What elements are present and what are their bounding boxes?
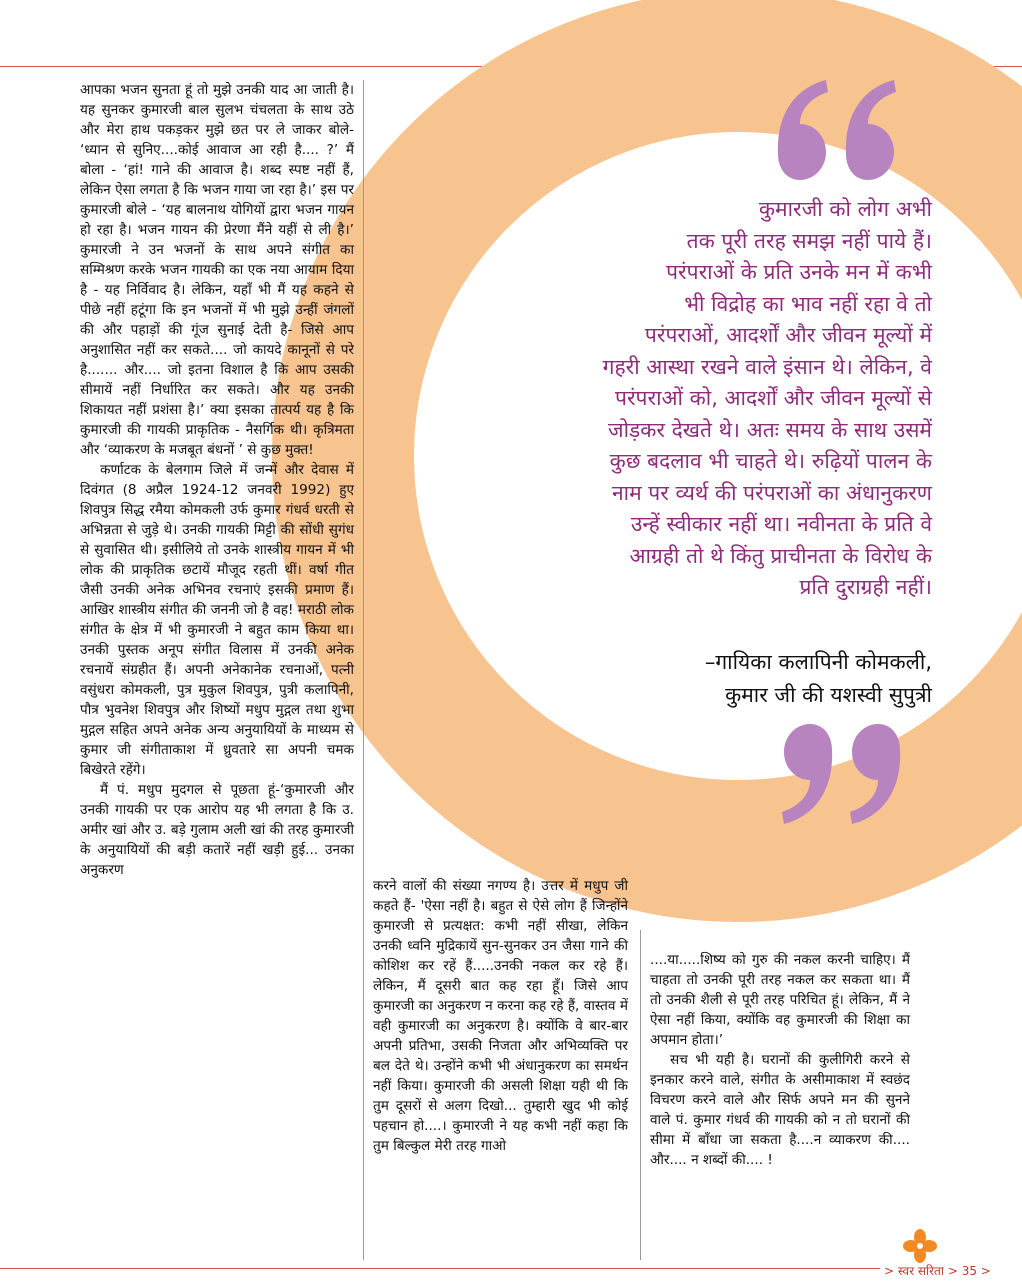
pull-quote-line: नाम पर व्यर्थ की परंपराओं का अंधानुकरण bbox=[611, 480, 932, 505]
flower-ornament-icon bbox=[902, 1228, 938, 1264]
pull-quote-line: गहरी आस्था रखने वाले इंसान थे। लेकिन, वे bbox=[602, 354, 932, 379]
pull-quote-line: तक पूरी तरह समझ नहीं पाये हैं। bbox=[686, 228, 932, 253]
pull-quote-line: आग्रही तो थे किंतु प्राचीनता के विरोध के bbox=[629, 543, 932, 568]
close-quote-icon bbox=[776, 720, 916, 830]
bottom-rule bbox=[0, 1268, 880, 1269]
pull-quote-line: कुछ बदलाव भी चाहते थे। रुढ़ियों पालन के bbox=[609, 449, 932, 473]
pull-quote-line: जोड़कर देखते थे। अतः समय के साथ उसमें bbox=[607, 417, 932, 442]
pull-quote bbox=[470, 194, 932, 604]
article-column-2 bbox=[373, 876, 628, 1156]
attribution-line: –गायिका कलापिनी कोमकली, bbox=[704, 650, 932, 674]
paragraph: कर्णाटक के बेलगाम जिले में जन्में और देवास में दिवंगत (8 अप्रैल 1924-12 जनवरी 1992) हुए शिवपुत्र सिद्ध रमैया कोमकली उर्फ कुमार गंधर्व धरती से अभिन्नता से जुड़े थे। उनकी गायकी मिट्टी की सोंधी सुगंध से सुवासित थी। इसीलिये तो उनके शास्त्रीय गायन में भी लोक की प्राकृतिक छटायें मौजूद रहती थीं। वर्षा गीत जैसी उनकी अनेक अभिनव रचनाएं इसकी प्रमाण हैं। आखिर शास्त्रीय संगीत की जननी जो है वह! मराठी लोक संगीत के क्षेत्र में भी कुमारजी ने बहुत काम किया था। उनकी पुस्तक अनूप संगीत विलास में उनकी अनेक रचनायें संग्रहीत हैं। अपनी अनेकानेक रचनाओं, पत्नी वसुंधरा कोमकली, पुत्र मुकुल शिवपुत्र, पुत्री कलापिनी, पौत्र भुवनेश शिवपुत्र और शिष्यों मधुप मुद्गल तथा शुभा मुद्गल सहित अपने अनेक अन्य अनुयायियों के माध्यम से कुमार जी संगीताकाश में ध्रुवतारे सा अपनी चमक बिखेरते रहेंगे। bbox=[80, 462, 354, 778]
paragraph: मैं पं. मधुप मुदगल से पूछता हूं-‘कुमारजी और उनकी गायकी पर एक आरोप यह भी लगता है कि उ. अमीर खां और उ. बड़े गुलाम अली खां की तरह कुमारजी के अनुयायियों की बड़ी कतारें नहीं खड़ी हुई... उनका अनुकरण bbox=[80, 782, 354, 878]
column-divider-right bbox=[640, 930, 641, 1260]
paragraph: सच भी यही है। घरानों की कुलीगिरी करने से इनकार करने वाले, संगीत के असीमाकाश में स्वछंद विचरण करने वाले और सिर्फ अपने मन की सुनने वाले पं. कुमार गंधर्व की गायकी को न तो घरानों की सीमा में बाँधा जा सकता है....न व्याकरण की.... और.... न शब्दों की.... ! bbox=[650, 1052, 910, 1168]
pull-quote-line: परंपराओं को, आदर्शों और जीवन मूल्यों से bbox=[615, 386, 932, 410]
paragraph: ....या.....शिष्य को गुरु की नकल करनी चाहिए। मैं चाहता तो उनकी पूरी तरह नकल कर सकता था। मैं तो उनकी शैली से पूरी तरह परिचित हूं। लेकिन, मैं ने ऐसा नहीं किया, क्योंकि वह कुमारजी की शिक्षा का अपमान होता।’ bbox=[650, 952, 910, 1048]
pull-quote-line: उन्हें स्वीकार नहीं था। नवीनता के प्रति वे bbox=[630, 512, 932, 536]
open-quote-icon bbox=[770, 76, 910, 186]
page-footer: > स्वर सरिता > 35 > bbox=[884, 1264, 991, 1278]
pull-quote-line: परंपराओं के प्रति उनके मन में कभी bbox=[666, 260, 932, 284]
paragraph: आपका भजन सुनता हूं तो मुझे उनकी याद आ जाती है। यह सुनकर कुमारजी बाल सुलभ चंचलता के साथ उठे और मेरा हाथ पकड़कर मुझे छत पर ले जाकर बोले- ‘ध्यान से सुनिए....कोई आवाज आ रही है.... ?’ मैं बोला - ‘हां! गाने की आवाज है। शब्द स्पष्ट नहीं हैं, लेकिन ऐसा लगता है कि भजन गाया जा रहा है।’ इस पर कुमारजी बोले - ‘यह बालनाथ योगियों द्वारा भजन गायन हो रहा है। भजन गायन की प्रेरणा मैंने यहीं से ली है।’ कुमारजी ने उन भजनों के साथ अपने संगीत का सम्मिश्रण करके भजन गायकी का एक नया आयाम दिया है - यह निर्विवाद है। लेकिन, यहाँ भी मैं यह कहने से पीछे नहीं हटूंगा कि इन भजनों में भी मुझे उन्हीं जंगलों की और पहाड़ों की गूंज सुनाई देती है- जिसे आप अनुशासित नहीं कर सकते.... जो कायदे कानूनों से परे है....... और.... जो इतना विशाल है कि आप उसकी सीमायें नहीं निर्धारित कर सकते। और यह उनकी शिकायत नहीं प्रशंसा है।’ क्या इसका तात्पर्य यह है कि कुमारजी की गायकी प्राकृतिक - नैसर्गिक थी। कृत्रिमता और ‘व्याकरण के मजबूत बंधनों ’ से कुछ मुक्त! bbox=[80, 82, 354, 458]
attribution-line: कुमार जी की यशस्वी सुपुत्री bbox=[725, 683, 932, 707]
paragraph: करने वालों की संख्या नगण्य है। उत्तर में मधुप जी कहते हैं- 'ऐसा नहीं है। बहुत से ऐसे लोग हैं जिन्होंने कुमारजी से प्रत्यक्षत: कभी नहीं सीखा, लेकिन उनकी ध्वनि मुद्रिकायें सुन-सुनकर उन जैसा गाने की कोशिश कर रहें हैं.....उनकी नकल कर रहे हैं। लेकिन, मैं दूसरी बात कह रहा हूँ। जिसे आप कुमारजी का अनुकरण न करना कह रहे हैं, वास्तव में वही कुमारजी का अनुकरण है। क्योंकि वे बार-बार अपनी प्रतिभा, उसकी निजता और अभिव्यक्ति पर बल देते थे। उन्होंने कभी भी अंधानुकरण का समर्थन नहीं किया। कुमारजी की असली शिक्षा यही थी कि तुम दूसरों से अलग दिखो... तुम्हारी खुद भी कोई पहचान हो....। कुमारजी ने यह कभी नहीं कहा कि तुम बिल्कुल मेरी तरह गाओ bbox=[373, 878, 628, 1154]
pull-quote-attribution bbox=[600, 646, 932, 712]
pull-quote-line: भी विद्रोह का भाव नहीं रहा वे तो bbox=[684, 291, 932, 316]
article-column-1 bbox=[80, 80, 354, 880]
pull-quote-line: परंपराओं, आदर्शों और जीवन मूल्यों में bbox=[644, 323, 932, 347]
pull-quote-line: कुमारजी को लोग अभी bbox=[758, 197, 932, 221]
pull-quote-line: प्रति दुराग्रही नहीं। bbox=[799, 575, 932, 599]
column-divider-left bbox=[363, 80, 364, 1260]
article-column-3 bbox=[650, 950, 910, 1170]
